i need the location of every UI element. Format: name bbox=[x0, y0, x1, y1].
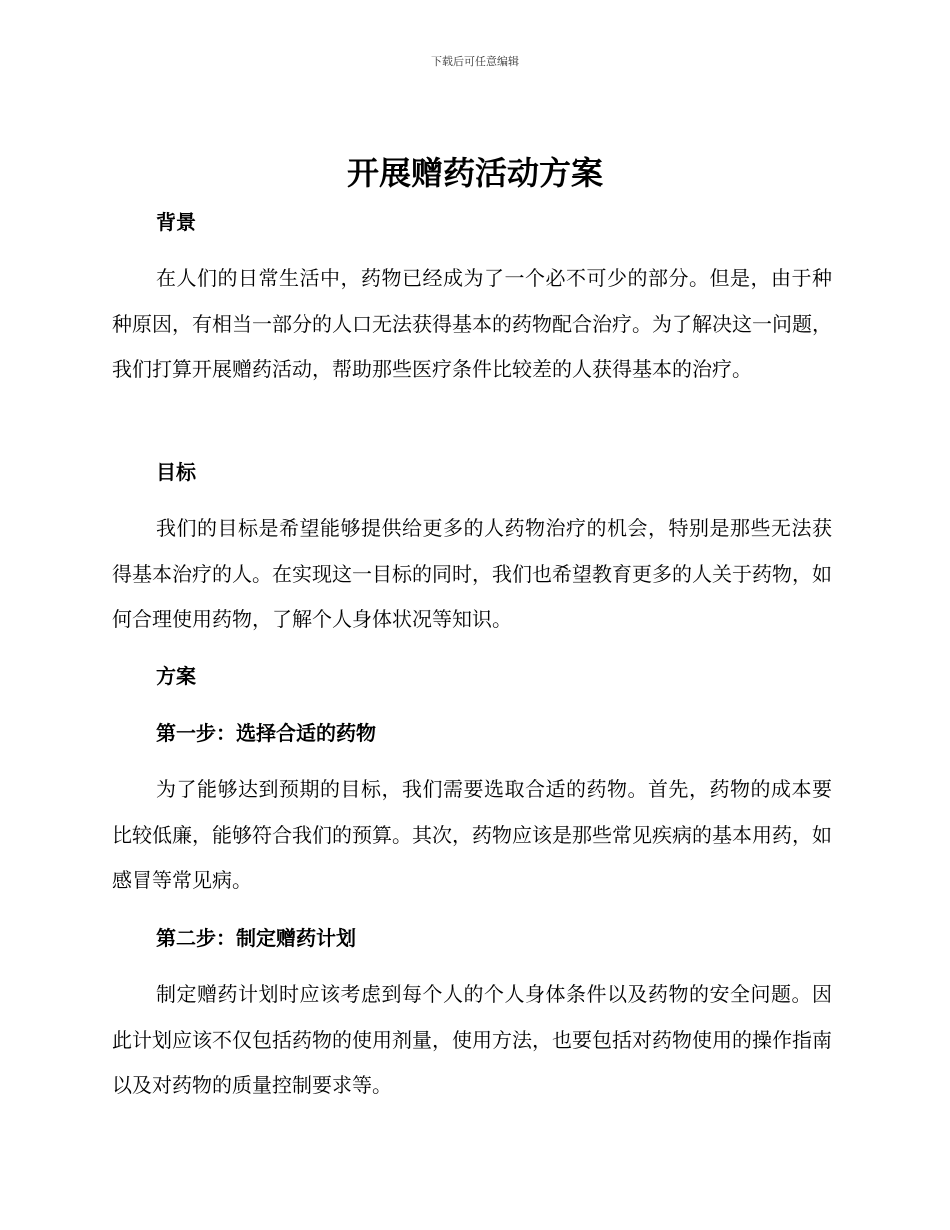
section-paragraph-step-2: 制定赠药计划时应该考虑到每个人的个人身体条件以及药物的安全问题。因此计划应该不仅包括药物的使用剂量，使用方法，也要包括对药物使用的操作指南以及对药物的质量控制要求等。 bbox=[112, 982, 832, 1097]
section-heading-goal: 目标 bbox=[156, 460, 196, 484]
section-heading-plan: 方案 bbox=[156, 664, 196, 688]
section-paragraph-step-1: 为了能够达到预期的目标，我们需要选取合适的药物。首先，药物的成本要比较低廉，能够符合我们的预算。其次，药物应该是那些常见疾病的基本用药，如感冒等常见病。 bbox=[112, 777, 832, 892]
section-heading-step-1: 第一步：选择合适的药物 bbox=[156, 721, 376, 745]
section-heading-step-2: 第二步：制定赠药计划 bbox=[156, 926, 356, 950]
page-header: 下载后可任意编辑 bbox=[431, 55, 519, 68]
document-title: 开展赠药活动方案 bbox=[346, 154, 603, 192]
section-paragraph-goal: 我们的目标是希望能够提供给更多的人药物治疗的机会，特别是那些无法获得基本治疗的人。在实现这一目标的同时，我们也希望教育更多的人关于药物，如何合理使用药物，了解个人身体状况等知识。 bbox=[112, 516, 832, 631]
section-heading-background: 背景 bbox=[156, 210, 196, 234]
section-paragraph-background: 在人们的日常生活中，药物已经成为了一个必不可少的部分。但是，由于种种原因，有相当一部分的人口无法获得基本的药物配合治疗。为了解决这一问题，我们打算开展赠药活动，帮助那些医疗条件比较差的人获得基本的治疗。 bbox=[112, 266, 832, 381]
